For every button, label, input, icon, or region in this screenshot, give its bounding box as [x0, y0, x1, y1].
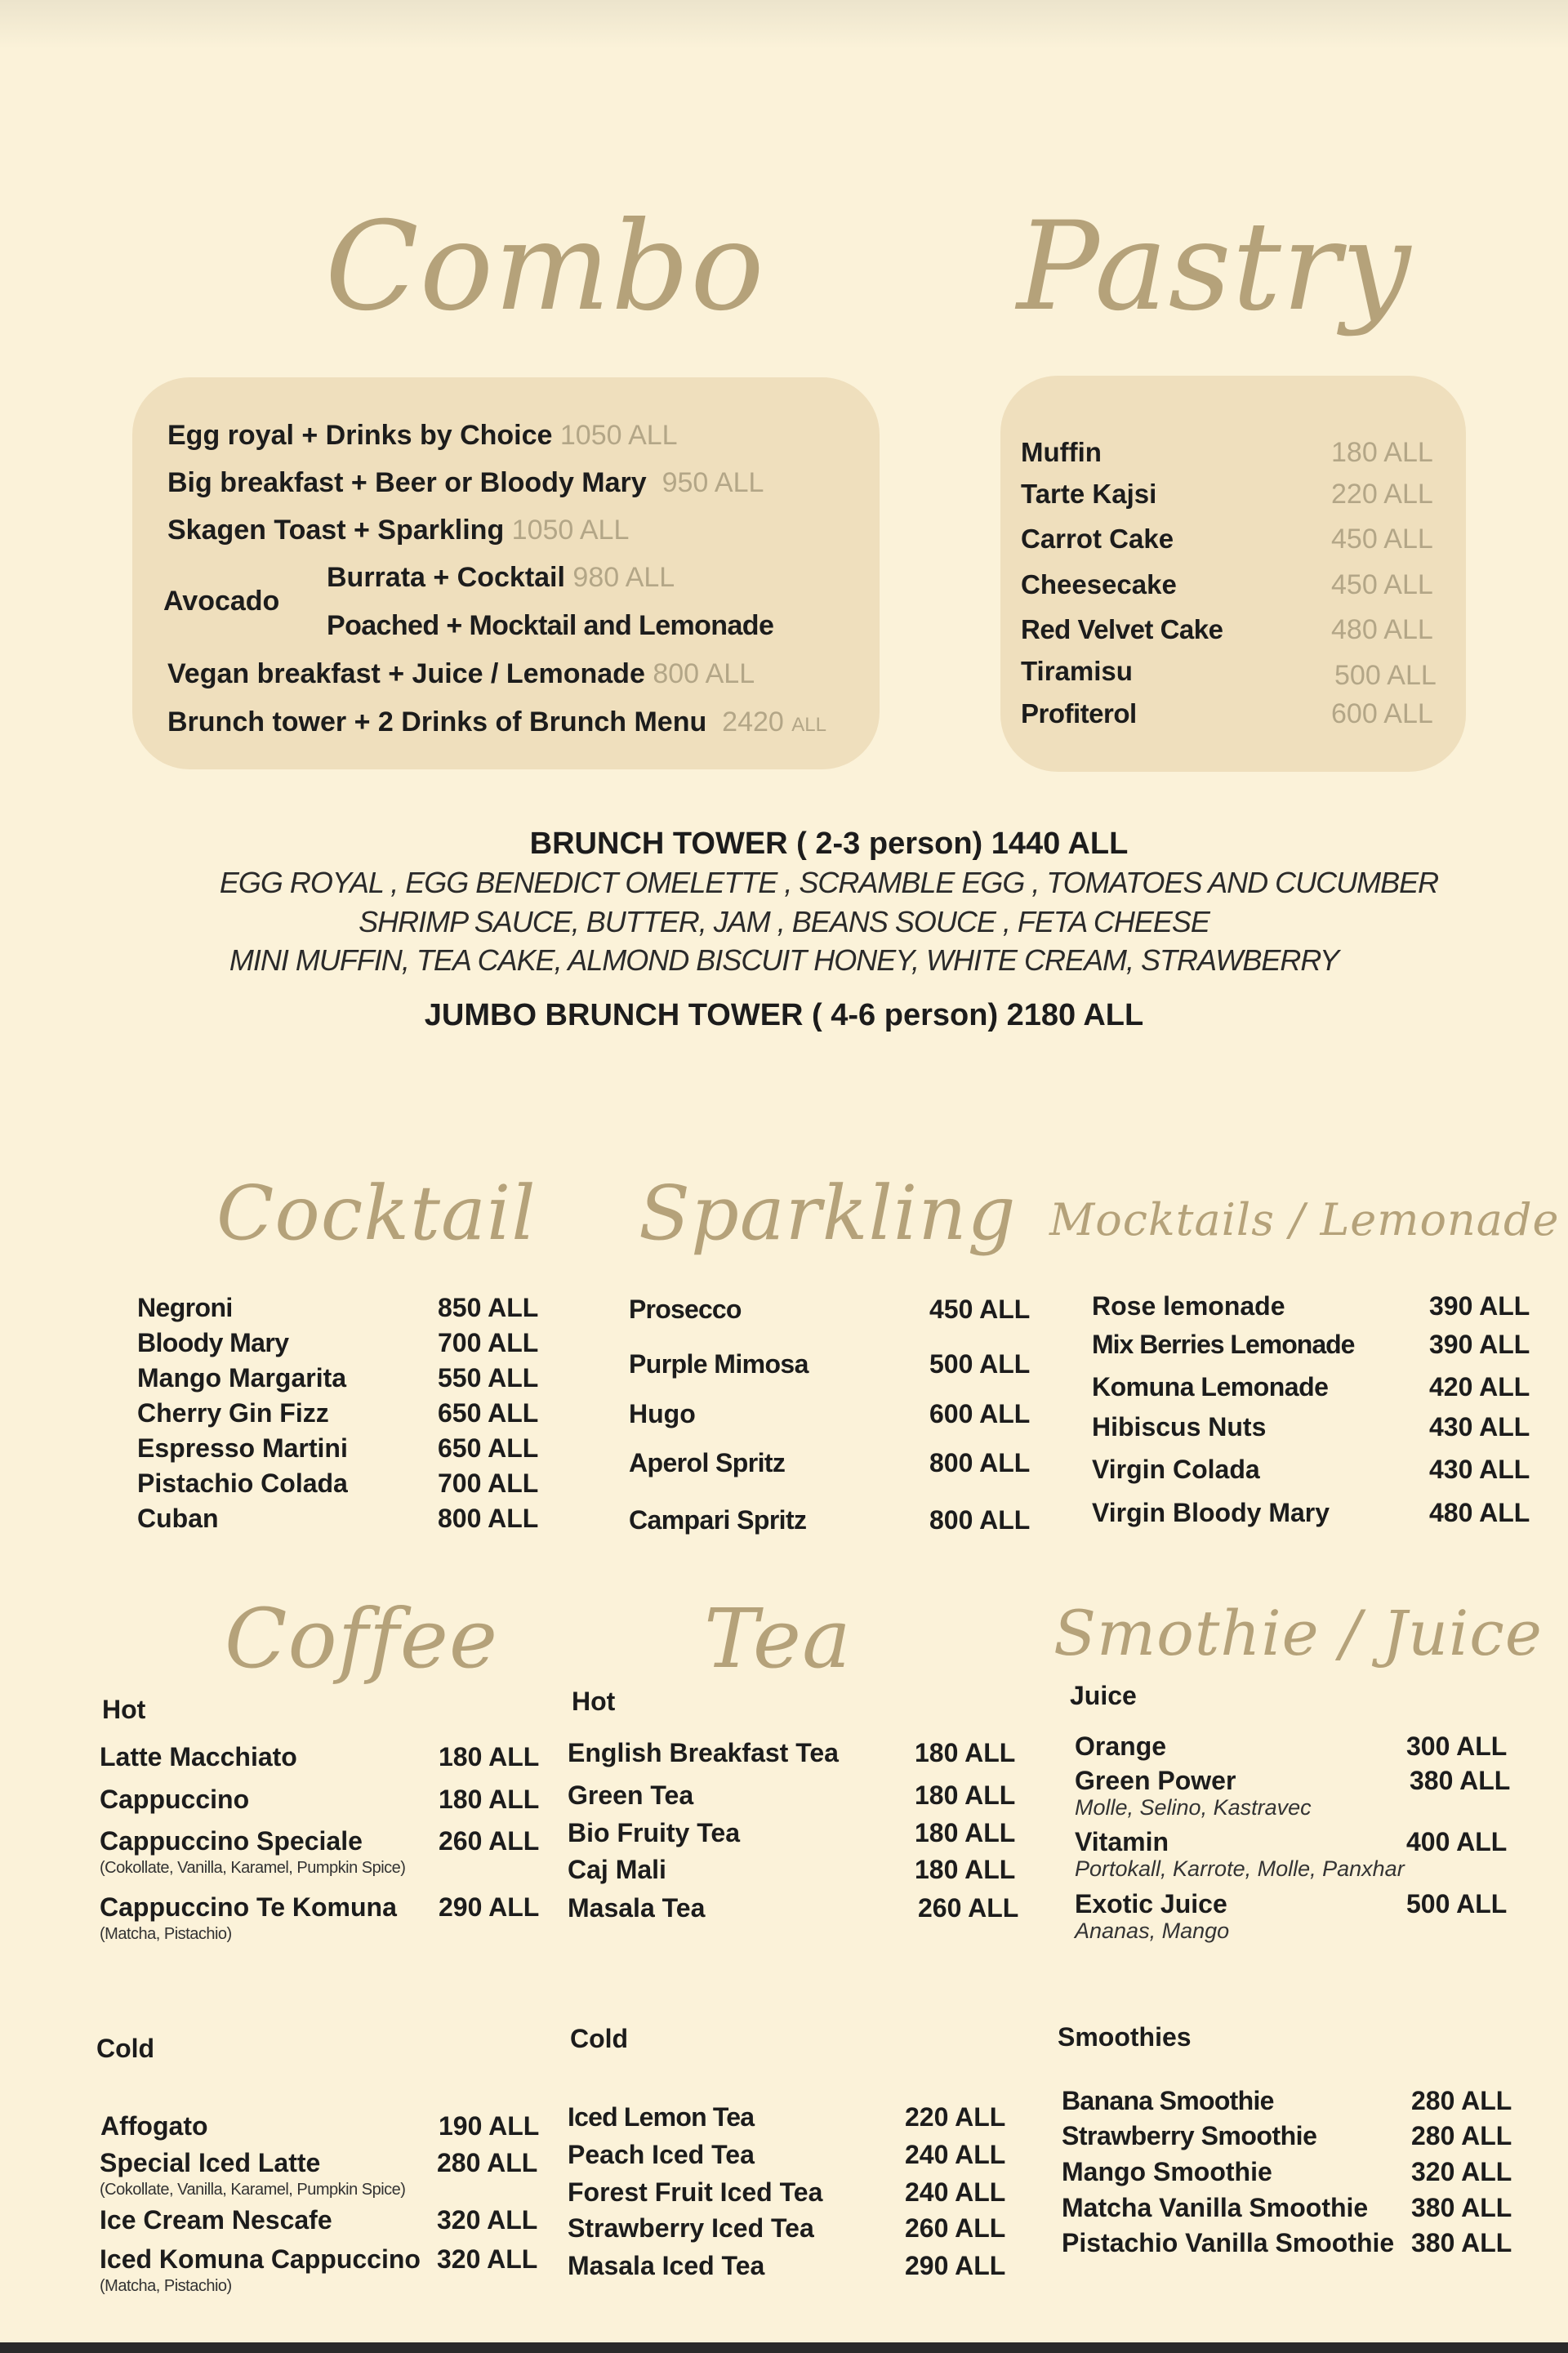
tea-price: 260 ALL	[918, 1893, 1019, 1923]
tea-name: Caj Mali	[568, 1855, 666, 1884]
smoothie-name: Strawberry Smoothie	[1062, 2121, 1317, 2150]
tea-price: 180 ALL	[915, 1738, 1016, 1767]
smoothie-price: 280 ALL	[1411, 2121, 1512, 2150]
juice-price: 400 ALL	[1406, 1827, 1508, 1856]
mocktail-price: 430 ALL	[1429, 1412, 1530, 1442]
pastry-item-name: Profiterol	[1021, 698, 1137, 729]
coffee-name: Special Iced Latte	[100, 2148, 321, 2177]
mocktail-price: 480 ALL	[1429, 1498, 1530, 1527]
coffee-price: 320 ALL	[437, 2244, 538, 2274]
tea-name: Masala Iced Tea	[568, 2251, 765, 2280]
tea-price: 180 ALL	[915, 1780, 1016, 1810]
tea-cold-label: Cold	[570, 2024, 629, 2053]
coffee-name: Affogato	[100, 2111, 208, 2141]
sparkling-name: Hugo	[629, 1399, 696, 1428]
juice-name: Exotic Juice	[1075, 1889, 1227, 1918]
juice-note: Molle, Selino, Kastravec	[1075, 1795, 1312, 1820]
mocktail-name: Virgin Bloody Mary	[1092, 1498, 1330, 1527]
heading-mocktails: Mocktails / Lemonade	[1049, 1194, 1560, 1246]
pastry-item-name: Red Velvet Cake	[1021, 614, 1223, 644]
coffee-price: 180 ALL	[439, 1785, 540, 1814]
heading-pastry: Pastry	[1017, 196, 1412, 338]
cocktail-price: 700 ALL	[438, 1328, 539, 1357]
juice-price: 500 ALL	[1406, 1889, 1508, 1918]
smoothie-price: 380 ALL	[1411, 2193, 1512, 2222]
sparkling-price: 800 ALL	[929, 1505, 1031, 1535]
cocktail-name: Mango Margarita	[137, 1363, 347, 1393]
pastry-item-price: 450 ALL	[1331, 524, 1433, 555]
cocktail-name: Cuban	[137, 1504, 219, 1533]
sparkling-price: 600 ALL	[929, 1399, 1031, 1428]
coffee-price: 280 ALL	[437, 2148, 538, 2177]
coffee-hot-label: Hot	[102, 1695, 146, 1724]
tea-name: Masala Tea	[568, 1893, 706, 1923]
cocktail-name: Pistachio Colada	[137, 1468, 348, 1498]
pastry-item-name: Carrot Cake	[1021, 524, 1174, 554]
tea-price: 290 ALL	[905, 2251, 1006, 2280]
brunch-tower-title: BRUNCH TOWER ( 2-3 person) 1440 ALL	[529, 827, 1129, 861]
heading-cocktail: Cocktail	[216, 1170, 537, 1257]
juice-price: 300 ALL	[1406, 1731, 1508, 1761]
heading-sparkling: Sparkling	[639, 1170, 1017, 1257]
mocktail-name: Virgin Colada	[1092, 1455, 1260, 1484]
tea-price: 220 ALL	[905, 2102, 1006, 2132]
smoothie-price: 280 ALL	[1411, 2086, 1512, 2115]
tea-price: 240 ALL	[905, 2177, 1006, 2207]
combo-avocado-label: Avocado	[163, 586, 280, 617]
tea-name: Iced Lemon Tea	[568, 2102, 755, 2132]
tea-name: English Breakfast Tea	[568, 1738, 839, 1767]
heading-coffee: Coffee	[225, 1591, 499, 1687]
tea-name: Green Tea	[568, 1780, 694, 1810]
tea-price: 260 ALL	[905, 2213, 1006, 2243]
heading-combo: Combo	[325, 196, 765, 338]
tea-price: 240 ALL	[905, 2140, 1006, 2169]
cocktail-price: 850 ALL	[438, 1293, 539, 1322]
cocktail-price: 800 ALL	[438, 1504, 539, 1533]
pastry-item-name: Tarte Kajsi	[1021, 479, 1157, 509]
cocktail-price: 650 ALL	[438, 1433, 539, 1463]
smoothie-name: Matcha Vanilla Smoothie	[1062, 2193, 1369, 2222]
coffee-note: (Matcha, Pistachio)	[100, 2277, 232, 2295]
pastry-item-name: Tiramisu	[1021, 656, 1133, 686]
brunch-tower-line: SHRIMP SAUCE, BUTTER, JAM , BEANS SOUCE , FETA CHEESE	[359, 905, 1209, 938]
coffee-price: 260 ALL	[439, 1826, 540, 1856]
sparkling-name: Purple Mimosa	[629, 1349, 808, 1379]
sparkling-price: 500 ALL	[929, 1349, 1031, 1379]
smoothie-name: Banana Smoothie	[1062, 2086, 1274, 2115]
combo-item: Vegan breakfast + Juice / Lemonade 800 ALL	[167, 658, 755, 689]
pastry-item-name: Cheesecake	[1021, 569, 1177, 599]
cocktail-price: 650 ALL	[438, 1398, 539, 1428]
cocktail-price: 550 ALL	[438, 1363, 539, 1393]
tea-price: 180 ALL	[915, 1818, 1016, 1847]
mocktail-price: 420 ALL	[1429, 1372, 1530, 1402]
mocktail-price: 390 ALL	[1429, 1330, 1530, 1359]
combo-item: Egg royal + Drinks by Choice 1050 ALL	[167, 420, 678, 451]
brunch-tower-line: MINI MUFFIN, TEA CAKE, ALMOND BISCUIT HONEY, WHITE CREAM, STRAWBERRY	[229, 943, 1339, 977]
cocktail-name: Espresso Martini	[137, 1433, 348, 1463]
mocktail-name: Hibiscus Nuts	[1092, 1412, 1267, 1442]
coffee-name: Cappuccino Speciale	[100, 1826, 363, 1856]
combo-avocado-option: Poached + Mocktail and Lemonade	[327, 610, 774, 641]
coffee-name: Ice Cream Nescafe	[100, 2205, 332, 2235]
juice-name: Green Power	[1075, 1766, 1236, 1795]
smoothie-price: 320 ALL	[1411, 2157, 1512, 2186]
juice-name: Vitamin	[1075, 1827, 1169, 1856]
top-shade	[0, 0, 1568, 49]
coffee-price: 190 ALL	[439, 2111, 540, 2141]
pastry-item-price: 480 ALL	[1331, 614, 1433, 645]
mocktail-name: Mix Berries Lemonade	[1092, 1330, 1355, 1359]
sparkling-price: 800 ALL	[929, 1448, 1031, 1477]
heading-tea: Tea	[704, 1591, 852, 1687]
coffee-name: Latte Macchiato	[100, 1742, 297, 1771]
coffee-note: (Cokollate, Vanilla, Karamel, Pumpkin Spice)	[100, 1859, 406, 1877]
brunch-tower-line: EGG ROYAL , EGG BENEDICT OMELETTE , SCRAMBLE EGG , TOMATOES AND CUCUMBER	[219, 866, 1439, 899]
cocktail-name: Cherry Gin Fizz	[137, 1398, 329, 1428]
pastry-item-price: 600 ALL	[1331, 698, 1433, 729]
sparkling-name: Prosecco	[629, 1295, 742, 1324]
coffee-price: 290 ALL	[439, 1892, 540, 1922]
cocktail-name: Bloody Mary	[137, 1328, 289, 1357]
cocktail-name: Negroni	[137, 1293, 233, 1322]
tea-name: Peach Iced Tea	[568, 2140, 755, 2169]
coffee-note: (Matcha, Pistachio)	[100, 1925, 232, 1943]
coffee-cold-label: Cold	[96, 2034, 155, 2063]
juice-label: Juice	[1070, 1681, 1137, 1710]
coffee-note: (Cokollate, Vanilla, Karamel, Pumpkin Spice)	[100, 2181, 406, 2199]
coffee-price: 180 ALL	[439, 1742, 540, 1771]
smoothie-name: Pistachio Vanilla Smoothie	[1062, 2228, 1395, 2257]
pastry-item-price: 450 ALL	[1331, 569, 1433, 600]
mocktail-price: 430 ALL	[1429, 1455, 1530, 1484]
pastry-item-price: 500 ALL	[1334, 660, 1437, 691]
tea-price: 180 ALL	[915, 1855, 1016, 1884]
juice-price: 380 ALL	[1410, 1766, 1511, 1795]
coffee-name: Cappuccino Te Komuna	[100, 1892, 397, 1922]
smoothies-label: Smoothies	[1058, 2022, 1192, 2052]
heading-smoothie: Smothie / Juice	[1054, 1597, 1543, 1669]
sparkling-name: Campari Spritz	[629, 1505, 807, 1535]
pastry-item-price: 180 ALL	[1331, 437, 1433, 468]
juice-note: Ananas, Mango	[1075, 1918, 1230, 1943]
smoothie-name: Mango Smoothie	[1062, 2157, 1272, 2186]
sparkling-price: 450 ALL	[929, 1295, 1031, 1324]
juice-name: Orange	[1075, 1731, 1167, 1761]
combo-avocado-option: Burrata + Cocktail 980 ALL	[327, 562, 675, 593]
coffee-name: Iced Komuna Cappuccino	[100, 2244, 421, 2274]
sparkling-name: Aperol Spritz	[629, 1448, 786, 1477]
bottom-bar	[0, 2342, 1568, 2353]
pastry-item-name: Muffin	[1021, 437, 1102, 467]
mocktail-name: Rose lemonade	[1092, 1291, 1285, 1321]
coffee-price: 320 ALL	[437, 2205, 538, 2235]
coffee-name: Cappuccino	[100, 1785, 250, 1814]
combo-item: Skagen Toast + Sparkling 1050 ALL	[167, 515, 630, 546]
smoothie-price: 380 ALL	[1411, 2228, 1512, 2257]
juice-note: Portokall, Karrote, Molle, Panxhar	[1075, 1856, 1405, 1881]
tea-name: Bio Fruity Tea	[568, 1818, 740, 1847]
mocktail-name: Komuna Lemonade	[1092, 1372, 1329, 1402]
cocktail-price: 700 ALL	[438, 1468, 539, 1498]
combo-item: Big breakfast + Beer or Bloody Mary 950 ALL	[167, 467, 764, 498]
pastry-item-price: 220 ALL	[1331, 479, 1433, 510]
tea-name: Strawberry Iced Tea	[568, 2213, 814, 2243]
tea-name: Forest Fruit Iced Tea	[568, 2177, 823, 2207]
jumbo-tower-title: JUMBO BRUNCH TOWER ( 4-6 person) 2180 ALL	[424, 998, 1144, 1032]
combo-item: Brunch tower + 2 Drinks of Brunch Menu 2420 ALL	[167, 706, 826, 738]
mocktail-price: 390 ALL	[1429, 1291, 1530, 1321]
tea-hot-label: Hot	[572, 1687, 616, 1716]
